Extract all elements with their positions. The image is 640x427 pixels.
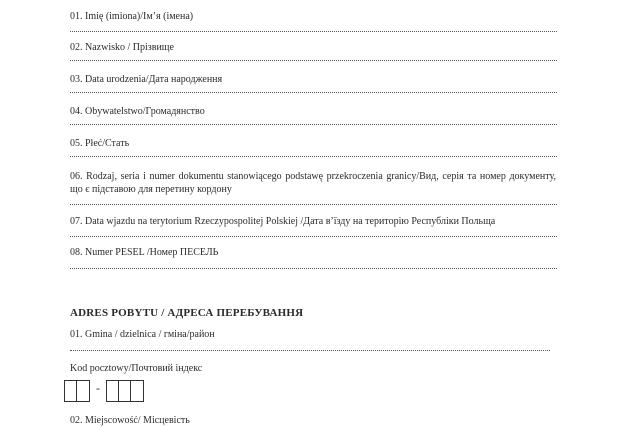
field-label-gmina: 01. Gmina / dzielnica / гміна/район bbox=[70, 329, 215, 340]
field-label-locality: 02. Miejscowość/ Місцевість bbox=[70, 415, 190, 426]
field-label-citizenship: 04. Obywatelstwo/Громадянство bbox=[70, 106, 205, 117]
postal-digit-box[interactable] bbox=[131, 381, 143, 401]
field-label-first-name: 01. Imię (imiona)/Ім’я (імена) bbox=[70, 11, 194, 22]
field-label-postal-code: Kod pocztowy/Почтовий індекс bbox=[70, 363, 203, 374]
field-label-sex: 05. Płeć/Стать bbox=[70, 138, 130, 149]
field-input-sex[interactable] bbox=[70, 156, 557, 157]
address-section-title: ADRES POBYTU / АДРЕСА ПЕРЕБУВАННЯ bbox=[70, 307, 304, 319]
postal-code-separator: - bbox=[96, 381, 100, 395]
field-label-document: 06. Rodzaj, seria i numer dokumentu stanowiącego podstawę przekroczenia granicy/Вид, серія та номер документу, що є підставою для перетину кордону bbox=[70, 171, 556, 195]
field-label-surname: 02. Nazwisko / Прізвище bbox=[70, 42, 174, 53]
postal-digit-box[interactable] bbox=[119, 381, 131, 401]
field-input-document[interactable] bbox=[70, 204, 557, 205]
field-input-citizenship[interactable] bbox=[70, 124, 557, 125]
field-input-entry-date[interactable] bbox=[70, 236, 557, 237]
postal-code-second-part[interactable] bbox=[106, 380, 144, 402]
field-label-entry-date: 07. Data wjazdu na terytorium Rzeczypospolitej Polskiej /Дата в’їзду на територію Республіки Польща bbox=[70, 216, 496, 227]
field-input-birth-date[interactable] bbox=[70, 92, 557, 93]
field-input-pesel[interactable] bbox=[70, 268, 557, 269]
postal-digit-box[interactable] bbox=[107, 381, 119, 401]
field-label-pesel: 08. Numer PESEL /Номер ПЕСЕЛЬ bbox=[70, 247, 219, 258]
postal-digit-box[interactable] bbox=[77, 381, 89, 401]
postal-digit-box[interactable] bbox=[65, 381, 77, 401]
postal-code-first-part[interactable] bbox=[64, 380, 90, 402]
field-input-gmina[interactable] bbox=[70, 350, 550, 351]
field-input-surname[interactable] bbox=[70, 60, 557, 61]
field-input-first-name[interactable] bbox=[70, 31, 557, 32]
field-label-birth-date: 03. Data urodzenia/Дата народження bbox=[70, 74, 223, 85]
